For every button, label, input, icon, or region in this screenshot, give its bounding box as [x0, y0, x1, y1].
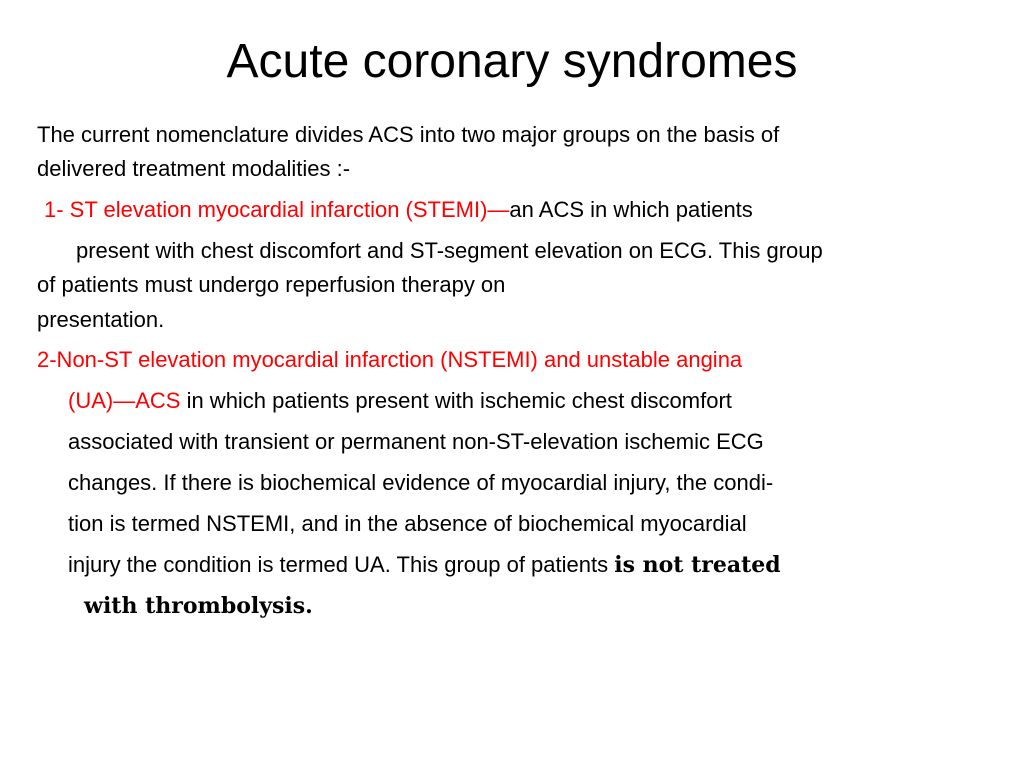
stemi-line-1 [44, 195, 753, 225]
nstemi-line-2 [68, 386, 732, 416]
stemi-line-3: of patients must undergo reperfusion therapy on [37, 272, 506, 297]
stemi-heading: 1- ST elevation myocardial infarction (STEMI)— [44, 197, 510, 222]
nstemi-heading-end: (UA)—ACS [68, 388, 181, 413]
not-thrombolysis-emphasis: is not treated [614, 552, 781, 578]
stemi-line-2: present with chest discomfort and ST-segment elevation on ECG. This group [76, 238, 823, 263]
nstemi-description-start: in which patients present with ischemic chest discomfort [180, 388, 732, 413]
nstemi-heading-line-1: 2-Non-ST elevation myocardial infarction (NSTEMI) and unstable angina [37, 347, 743, 372]
nstemi-line-5: tion is termed NSTEMI, and in the absence of biochemical myocardial [68, 511, 747, 536]
stemi-line-4: presentation. [37, 307, 165, 332]
intro-line-2: delivered treatment modalities :- [37, 156, 351, 181]
intro-line-1: The current nomenclature divides ACS into two major groups on the basis of [37, 122, 780, 147]
nstemi-line-6-text: injury the condition is termed UA. This group of patients [68, 552, 615, 577]
thrombolysis-emphasis: with thrombolysis. [84, 593, 313, 619]
stemi-description-start: an ACS in which patients [509, 197, 753, 222]
nstemi-line-3: associated with transient or permanent non-ST-elevation ischemic ECG [68, 429, 764, 454]
nstemi-line-6 [68, 550, 781, 580]
slide-title: Acute coronary syndromes [226, 35, 798, 88]
nstemi-line-4: changes. If there is biochemical evidence of myocardial injury, the condi- [68, 470, 774, 495]
